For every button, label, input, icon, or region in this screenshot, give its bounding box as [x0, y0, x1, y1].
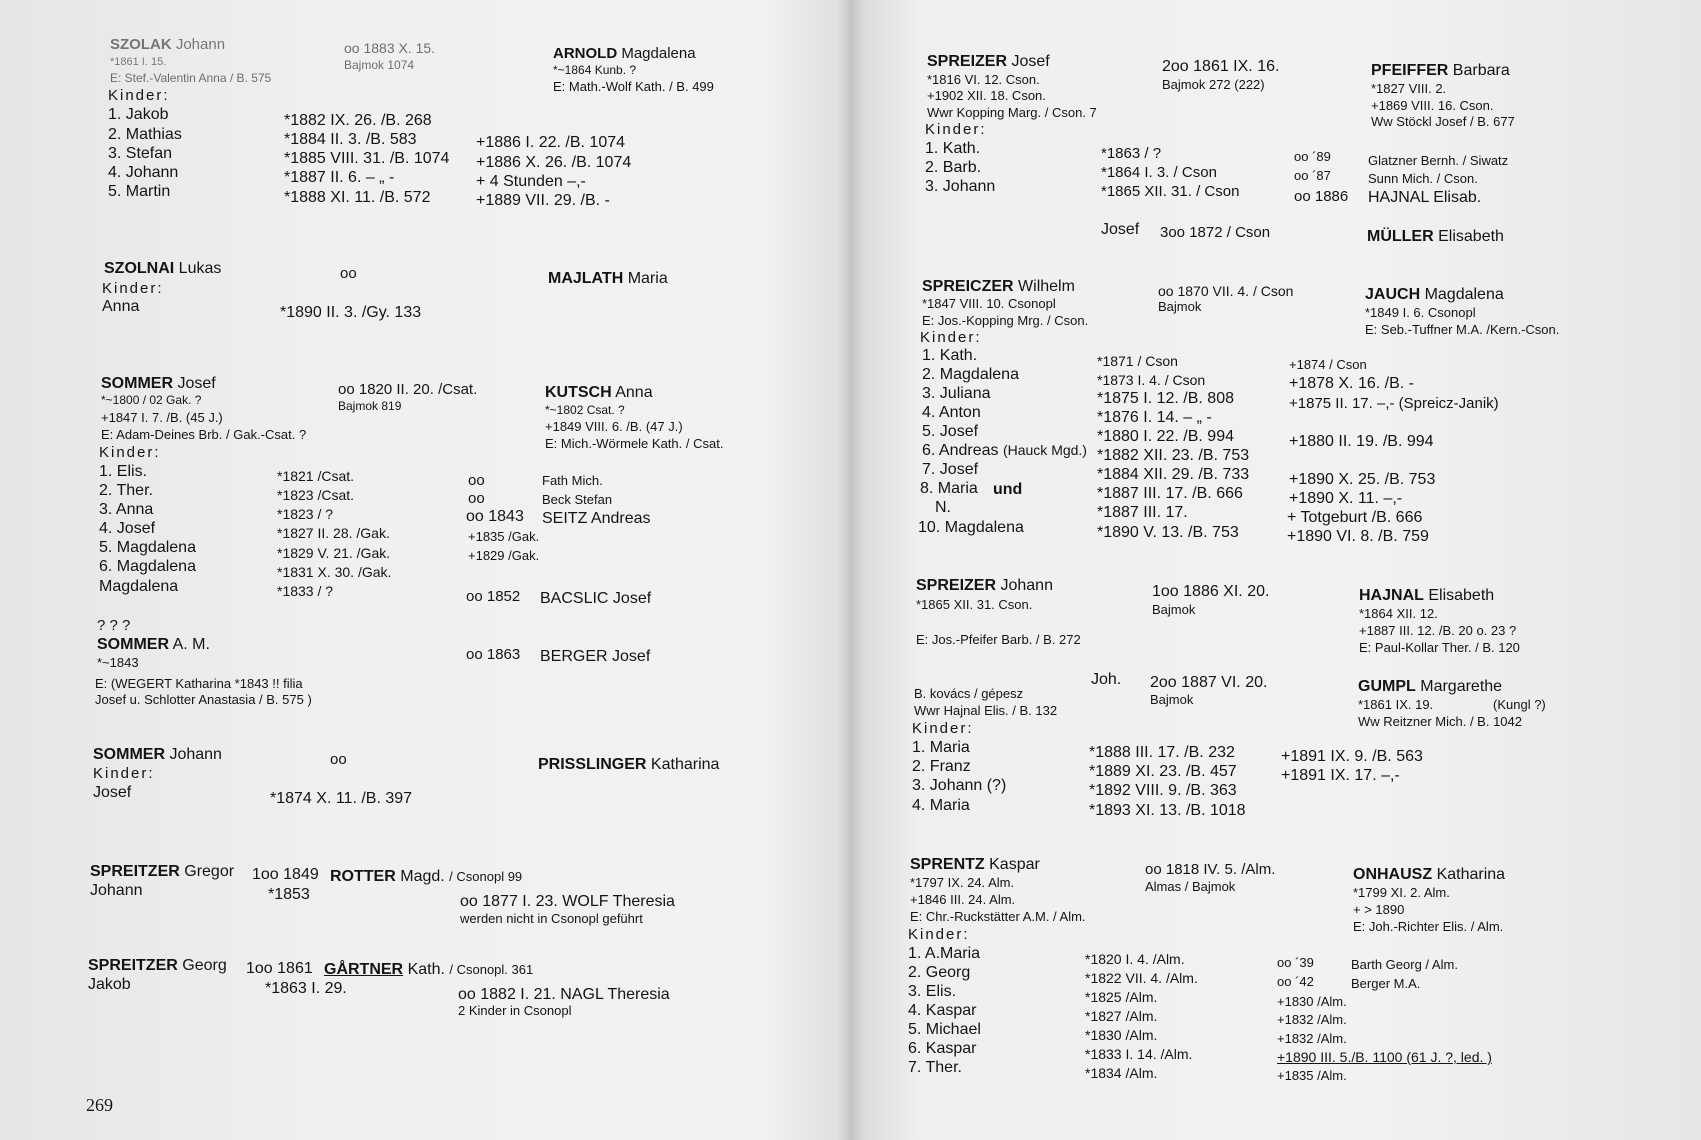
child-name: 4. Maria: [912, 797, 970, 814]
child-name: 2. Barb.: [925, 159, 982, 176]
note-line: 2 Kinder in Csonopl: [458, 1003, 572, 1018]
child-birth: *1885 VIII. 31. /B. 1074: [284, 150, 450, 167]
child-death: +1886 X. 26. /B. 1074: [476, 154, 632, 171]
child-name: Jakob: [88, 976, 131, 993]
child-mark: oo 1886: [1294, 188, 1349, 205]
child-death: +1874 / Cson: [1289, 357, 1367, 372]
spouse-given-name: Anna: [615, 384, 653, 401]
parents: E: Chr.-Ruckstätter A.M. / Alm.: [910, 909, 1086, 924]
note-line: Josef u. Schlotter Anastasia / B. 575 ): [95, 692, 312, 707]
birth: *1865 XII. 31. Cson.: [916, 597, 1033, 612]
second-spouse-widow-note: Ww Reitzner Mich. / B. 1042: [1358, 714, 1522, 729]
marriage-place: Bajmok: [1158, 299, 1202, 314]
child-name: 3. Elis.: [908, 983, 957, 1000]
child-name: Magdalena: [99, 578, 179, 595]
child-death: + 4 Stunden –,-: [476, 173, 586, 190]
spouse-death: +1887 III. 12. /B. 20 o. 23 ?: [1359, 623, 1517, 638]
child-name: Anna: [102, 298, 140, 315]
child-birth: *1823 / ?: [277, 506, 334, 522]
third-name: Josef: [1101, 221, 1140, 238]
child-name: 1. Jakob: [108, 106, 169, 123]
parents: E: Adam-Deines Brb. / Gak.-Csat. ?: [101, 427, 307, 442]
child-birth: *1875 I. 12. /B. 808: [1097, 390, 1234, 407]
spouse-given-name: Magdalena: [621, 45, 696, 62]
child-birth: *1887 II. 6. – „ -: [284, 169, 395, 186]
child-death: +1889 VII. 29. /B. -: [476, 192, 610, 209]
spouse-given-name: Elisabeth: [1428, 587, 1495, 604]
child-birth: *1884 XII. 29. /B. 733: [1097, 466, 1250, 483]
spouse-birth: *1849 I. 6. Csonopl: [1365, 305, 1476, 320]
child-name: 5. Magdalena: [99, 539, 196, 556]
child-birth: *1863 I. 29.: [265, 980, 347, 997]
spouse-surname: ROTTER: [330, 868, 396, 885]
marriage-date: oo 1883 X. 15.: [344, 40, 436, 56]
given-name: Lukas: [178, 260, 222, 277]
child-note: Fath Mich.: [542, 473, 603, 488]
child-mark: +1832 /Alm.: [1277, 1031, 1347, 1046]
child-birth: *1873 I. 4. / Cson: [1097, 372, 1206, 388]
child-name: 6. Magdalena: [99, 558, 196, 575]
page-number: 269: [86, 1095, 113, 1115]
given-name: Georg: [182, 957, 227, 974]
surname: SPREIZER: [916, 577, 997, 594]
marriage-place: Bajmok: [1152, 602, 1196, 617]
surname: SOMMER: [93, 746, 165, 763]
surname: SPREICZER: [922, 278, 1014, 295]
marriage-date: oo 1818 IV. 5. /Alm.: [1145, 861, 1276, 878]
child-name: 6. Kaspar: [908, 1040, 977, 1057]
spouse-birth: *1827 VIII. 2.: [1371, 81, 1447, 96]
child-note: (Hauck Mgd.): [1002, 442, 1087, 458]
child-name: 2. Magdalena: [922, 366, 1019, 383]
child-mark: oo: [468, 472, 485, 489]
birth: *1797 IX. 24. Alm.: [910, 875, 1015, 890]
birth: *1816 VI. 12. Cson.: [927, 72, 1040, 87]
second-spouse-surname: GUMPL: [1358, 678, 1416, 695]
child-birth: *1863 / ?: [1101, 145, 1162, 162]
note-line: werden nicht in Csonopl geführt: [460, 911, 643, 926]
child-name: 4. Josef: [99, 520, 156, 537]
surname: SPREIZER: [927, 53, 1008, 70]
spouse-given-name: Katharina: [650, 756, 720, 773]
child-death: +1890 X. 25. /B. 753: [1289, 471, 1436, 488]
second-marriage-place: Bajmok: [1150, 692, 1194, 707]
spouse-surname: GÅRTNER: [324, 961, 404, 978]
child-name: 5. Michael: [908, 1021, 981, 1038]
kinder-label: Kinder:: [99, 444, 161, 461]
surname: SPREITZER: [90, 863, 180, 880]
child-note: Sunn Mich. / Cson.: [1368, 171, 1478, 186]
surname: SPRENTZ: [910, 856, 985, 873]
death: +1847 I. 7. /B. (45 J.): [101, 410, 223, 425]
spouse-place: / Csonopl. 361: [449, 962, 534, 977]
kinder-label: Kinder:: [102, 280, 164, 297]
spouse-place: / Csonopl 99: [449, 869, 523, 884]
spouse-birth: *~1802 Csat. ?: [545, 403, 625, 417]
child-birth: *1822 VII. 4. /Alm.: [1085, 970, 1198, 986]
child-birth: *1830 /Alm.: [1085, 1027, 1158, 1043]
child-name: 3. Johann (?): [912, 777, 1007, 794]
child-birth: *1880 I. 22. /B. 994: [1097, 428, 1234, 445]
surname: SOMMER: [97, 636, 169, 653]
spouse-name: BERGER Josef: [540, 648, 651, 665]
child-name: 7. Ther.: [908, 1059, 962, 1076]
marriage-place: Bajmok 819: [338, 399, 402, 413]
marriage-date: 1oo 1849: [252, 866, 319, 883]
child-name: 4. Kaspar: [908, 1002, 977, 1019]
given-name: A. M.: [172, 636, 210, 653]
child-mark: oo ´42: [1277, 974, 1314, 989]
child-mark: oo ´87: [1294, 168, 1331, 183]
marriage-place: Almas / Bajmok: [1145, 879, 1236, 894]
child-name: 6. Andreas: [922, 442, 999, 459]
spouse-given-name: Kath.: [407, 961, 445, 978]
marriage-date: 2oo 1861 IX. 16.: [1162, 58, 1280, 75]
child-birth: *1833 I. 14. /Alm.: [1085, 1046, 1193, 1062]
death: +1902 XII. 18. Cson.: [927, 88, 1046, 103]
child-name: Johann: [90, 882, 143, 899]
kinder-label: Kinder:: [108, 87, 170, 104]
child-name: 2. Mathias: [108, 126, 182, 143]
given-name: Josef: [177, 375, 216, 392]
note-line: E: (WEGERT Katharina *1843 !! filia: [95, 676, 303, 691]
child-birth: *1890 II. 3. /Gy. 133: [280, 304, 422, 321]
child-birth: *1865 XII. 31. / Cson: [1101, 183, 1240, 200]
child-name: 1. A.Maria: [908, 945, 981, 962]
spouse-surname: MAJLATH: [548, 270, 624, 287]
child-birth: *1888 III. 17. /B. 232: [1089, 744, 1235, 761]
child-note: Beck Stefan: [542, 492, 613, 507]
spouse-birth: *1799 XI. 2. Alm.: [1353, 885, 1450, 900]
spouse-parents: E: Seb.-Tuffner M.A. /Kern.-Cson.: [1365, 322, 1560, 337]
second-spouse-birth: *1861 IX. 19.: [1358, 697, 1434, 712]
child-mark: oo: [468, 490, 485, 507]
spouse-birth: *1864 XII. 12.: [1359, 606, 1438, 621]
child-mark: oo ´39: [1277, 955, 1314, 970]
spouse-death: + > 1890: [1353, 902, 1405, 917]
child-birth: *1834 /Alm.: [1085, 1065, 1158, 1081]
child-mark: +1835 /Gak.: [468, 529, 540, 544]
child-death: +1891 IX. 9. /B. 563: [1281, 748, 1423, 765]
child-death: +1890 VI. 8. /B. 759: [1287, 528, 1429, 545]
third-spouse-surname: MÜLLER: [1367, 228, 1434, 245]
kinder-label: Kinder:: [925, 121, 987, 138]
parents: E: Jos.-Kopping Mrg. / Cson.: [922, 313, 1089, 328]
marriage-place: Bajmok 272 (222): [1162, 77, 1265, 92]
child-birth: *1833 / ?: [277, 583, 334, 599]
surname: SOMMER: [101, 375, 173, 392]
child-mark: oo 1852: [466, 588, 521, 605]
given-name: Kaspar: [989, 856, 1040, 873]
surname: SZOLNAI: [104, 260, 175, 277]
second-marriage: oo 1882 I. 21. NAGL Theresia: [458, 986, 670, 1003]
birth: *1847 VIII. 10. Csonopl: [922, 296, 1056, 311]
child-note: Berger M.A.: [1351, 976, 1421, 991]
given-name: Johann: [169, 746, 222, 763]
given-name: Johann: [175, 36, 226, 53]
marriage-date: 1oo 1861: [246, 960, 313, 977]
second-spouse-note: (Kungl ?): [1493, 697, 1546, 712]
marriage-date: oo 1870 VII. 4. / Cson: [1158, 283, 1294, 299]
child-name: N.: [935, 499, 951, 516]
child-birth: *1823 /Csat.: [277, 487, 355, 503]
second-name: Joh.: [1091, 671, 1122, 688]
child-birth: *1831 X. 30. /Gak.: [277, 564, 392, 580]
given-name: Johann: [1000, 577, 1053, 594]
marriage-date: oo 1820 II. 20. /Csat.: [338, 381, 478, 398]
child-birth: *1888 XI. 11. /B. 572: [284, 189, 431, 206]
surname: SZOLAK: [110, 36, 172, 53]
child-name: 10. Magdalena: [918, 519, 1024, 536]
second-spouse-given-name: Margarethe: [1420, 678, 1503, 695]
spouse-given-name: Magd.: [400, 868, 445, 885]
third-marriage: 3oo 1872 / Cson: [1160, 224, 1271, 241]
child-note: HAJNAL Elisab.: [1368, 189, 1482, 206]
spouse-death: +1849 VIII. 6. /B. (47 J.): [545, 419, 683, 434]
child-death: +1890 X. 11. –,-: [1289, 490, 1403, 507]
child-birth: *1827 II. 28. /Gak.: [277, 525, 390, 541]
parents: E: Stef.-Valentin Anna / B. 575: [110, 71, 272, 85]
child-birth: *1853: [268, 886, 310, 903]
child-birth: *1821 /Csat.: [277, 468, 355, 484]
given-name: Wilhelm: [1018, 278, 1075, 295]
marriage-date: oo: [330, 751, 347, 768]
child-mark: +1829 /Gak.: [468, 548, 540, 563]
child-birth: *1829 V. 21. /Gak.: [277, 545, 391, 561]
child-name: 8. Maria: [920, 480, 978, 497]
uncertain-mark: ? ? ?: [97, 617, 131, 634]
widower-note: Wwr Kopping Marg. / Cson. 7: [927, 105, 1097, 120]
spouse-death: +1869 VIII. 16. Cson.: [1371, 98, 1494, 113]
child-death: +1886 I. 22. /B. 1074: [476, 134, 626, 151]
kinder-label: Kinder:: [920, 329, 982, 346]
child-death: +1891 IX. 17. –,-: [1281, 767, 1400, 784]
spouse-surname: ONHAUSZ: [1353, 866, 1433, 883]
spouse-surname: ARNOLD: [553, 45, 618, 62]
child-mark: +1890 III. 5./B. 1100 (61 J. ?, led. ): [1277, 1049, 1492, 1065]
spouse-given-name: Katharina: [1436, 866, 1506, 883]
widower-note: Wwr Hajnal Elis. / B. 132: [914, 703, 1058, 718]
given-name: Josef: [1011, 53, 1050, 70]
child-mark: +1830 /Alm.: [1277, 994, 1347, 1009]
spouse-given-name: Barbara: [1452, 62, 1510, 79]
child-name: 5. Josef: [922, 423, 979, 440]
spouse-surname: KUTSCH: [545, 384, 612, 401]
surname: SPREITZER: [88, 957, 178, 974]
child-birth: *1887 III. 17.: [1097, 504, 1188, 521]
child-birth: *1892 VIII. 9. /B. 363: [1089, 782, 1237, 799]
birth: *~1843: [97, 655, 139, 670]
child-name: 2. Franz: [912, 758, 971, 775]
child-death: +1878 X. 16. /B. -: [1289, 375, 1414, 392]
child-birth: *1871 / Cson: [1097, 353, 1178, 369]
spouse-surname: PRISSLINGER: [538, 756, 647, 773]
child-name: 1. Elis.: [99, 463, 148, 480]
child-name: 2. Ther.: [99, 482, 153, 499]
kinder-label: Kinder:: [908, 926, 970, 943]
birth: *~1800 / 02 Gak. ?: [101, 393, 202, 407]
child-name: 1. Kath.: [925, 140, 981, 157]
child-name: 3. Johann: [925, 178, 996, 195]
child-birth: *1864 I. 3. / Cson: [1101, 164, 1217, 181]
third-spouse-given-name: Elisabeth: [1438, 228, 1504, 245]
occupation: B. kovács / gépesz: [914, 686, 1024, 701]
spouse-parents: E: Joh.-Richter Elis. / Alm.: [1353, 919, 1504, 934]
child-name: 4. Johann: [108, 164, 179, 181]
child-name: 3. Stefan: [108, 145, 173, 162]
child-note: SEITZ Andreas: [542, 510, 651, 527]
spouse-parents: E: Math.-Wolf Kath. / B. 499: [553, 79, 714, 94]
spouse-surname: PFEIFFER: [1371, 62, 1449, 79]
child-name: 5. Martin: [108, 183, 171, 200]
birth: *1861 I. 15.: [110, 56, 167, 68]
child-birth: *1882 XII. 23. /B. 753: [1097, 447, 1250, 464]
given-name: Gregor: [184, 863, 235, 880]
child-name: 2. Georg: [908, 964, 971, 981]
parents: E: Jos.-Pfeifer Barb. / B. 272: [916, 632, 1081, 647]
spouse-birth: *~1864 Kunb. ?: [553, 63, 637, 77]
child-mark: +1832 /Alm.: [1277, 1012, 1347, 1027]
kinder-label: Kinder:: [912, 720, 974, 737]
child-birth: *1893 XI. 13. /B. 1018: [1089, 802, 1246, 819]
book-gutter: [838, 0, 864, 1140]
child-birth: *1827 /Alm.: [1085, 1008, 1158, 1024]
child-birth: *1890 V. 13. /B. 753: [1097, 524, 1239, 541]
spouse-given-name: Magdalena: [1424, 286, 1504, 303]
kinder-label: Kinder:: [93, 765, 155, 782]
marriage-place: Bajmok 1074: [344, 58, 415, 72]
child-mark: oo 1843: [466, 508, 524, 525]
spouse-given-name: Maria: [627, 270, 668, 287]
spouse-surname: JAUCH: [1365, 286, 1421, 303]
child-name: 3. Anna: [99, 501, 154, 518]
child-mark: oo ´89: [1294, 149, 1331, 164]
child-name: 1. Maria: [912, 739, 970, 756]
child-birth: *1889 XI. 23. /B. 457: [1089, 763, 1237, 780]
child-birth: *1876 I. 14. – „ -: [1097, 409, 1212, 426]
child-birth: *1874 X. 11. /B. 397: [270, 790, 413, 807]
spouse-parents: E: Mich.-Wörmele Kath. / Csat.: [545, 436, 724, 451]
second-marriage: oo 1877 I. 23. WOLF Theresia: [460, 893, 675, 910]
child-birth: *1887 III. 17. /B. 666: [1097, 485, 1243, 502]
child-name: 3. Juliana: [922, 385, 991, 402]
child-name: Josef: [93, 784, 132, 801]
spouse-parents: E: Paul-Kollar Ther. / B. 120: [1359, 640, 1520, 655]
spouse-widow-note: Ww Stöckl Josef / B. 677: [1371, 114, 1515, 129]
death: +1846 III. 24. Alm.: [910, 892, 1016, 907]
second-marriage: 2oo 1887 VI. 20.: [1150, 674, 1268, 691]
marriage-date: oo: [340, 265, 357, 282]
child-birth: *1882 IX. 26. /B. 268: [284, 112, 432, 129]
child-death: + Totgeburt /B. 666: [1287, 509, 1423, 526]
child-note: Barth Georg / Alm.: [1351, 957, 1458, 972]
child-name: 4. Anton: [922, 404, 981, 421]
child-name: 1. Kath.: [922, 347, 978, 364]
child-note: Glatzner Bernh. / Siwatz: [1368, 153, 1509, 168]
child-name: 7. Josef: [922, 461, 979, 478]
child-mark: +1835 /Alm.: [1277, 1068, 1347, 1083]
child-birth: *1820 I. 4. /Alm.: [1085, 951, 1185, 967]
child-death: +1880 II. 19. /B. 994: [1289, 433, 1434, 450]
child-birth: *1825 /Alm.: [1085, 989, 1158, 1005]
spouse-surname: HAJNAL: [1359, 587, 1424, 604]
child-birth: *1884 II. 3. /B. 583: [284, 131, 417, 148]
marriage-date: oo 1863: [466, 646, 521, 663]
twin-und-label: und: [993, 481, 1023, 498]
child-note: BACSLIC Josef: [540, 590, 652, 607]
marriage-date: 1oo 1886 XI. 20.: [1152, 583, 1270, 600]
child-death: +1875 II. 17. –,- (Spreicz-Janik): [1289, 395, 1499, 412]
